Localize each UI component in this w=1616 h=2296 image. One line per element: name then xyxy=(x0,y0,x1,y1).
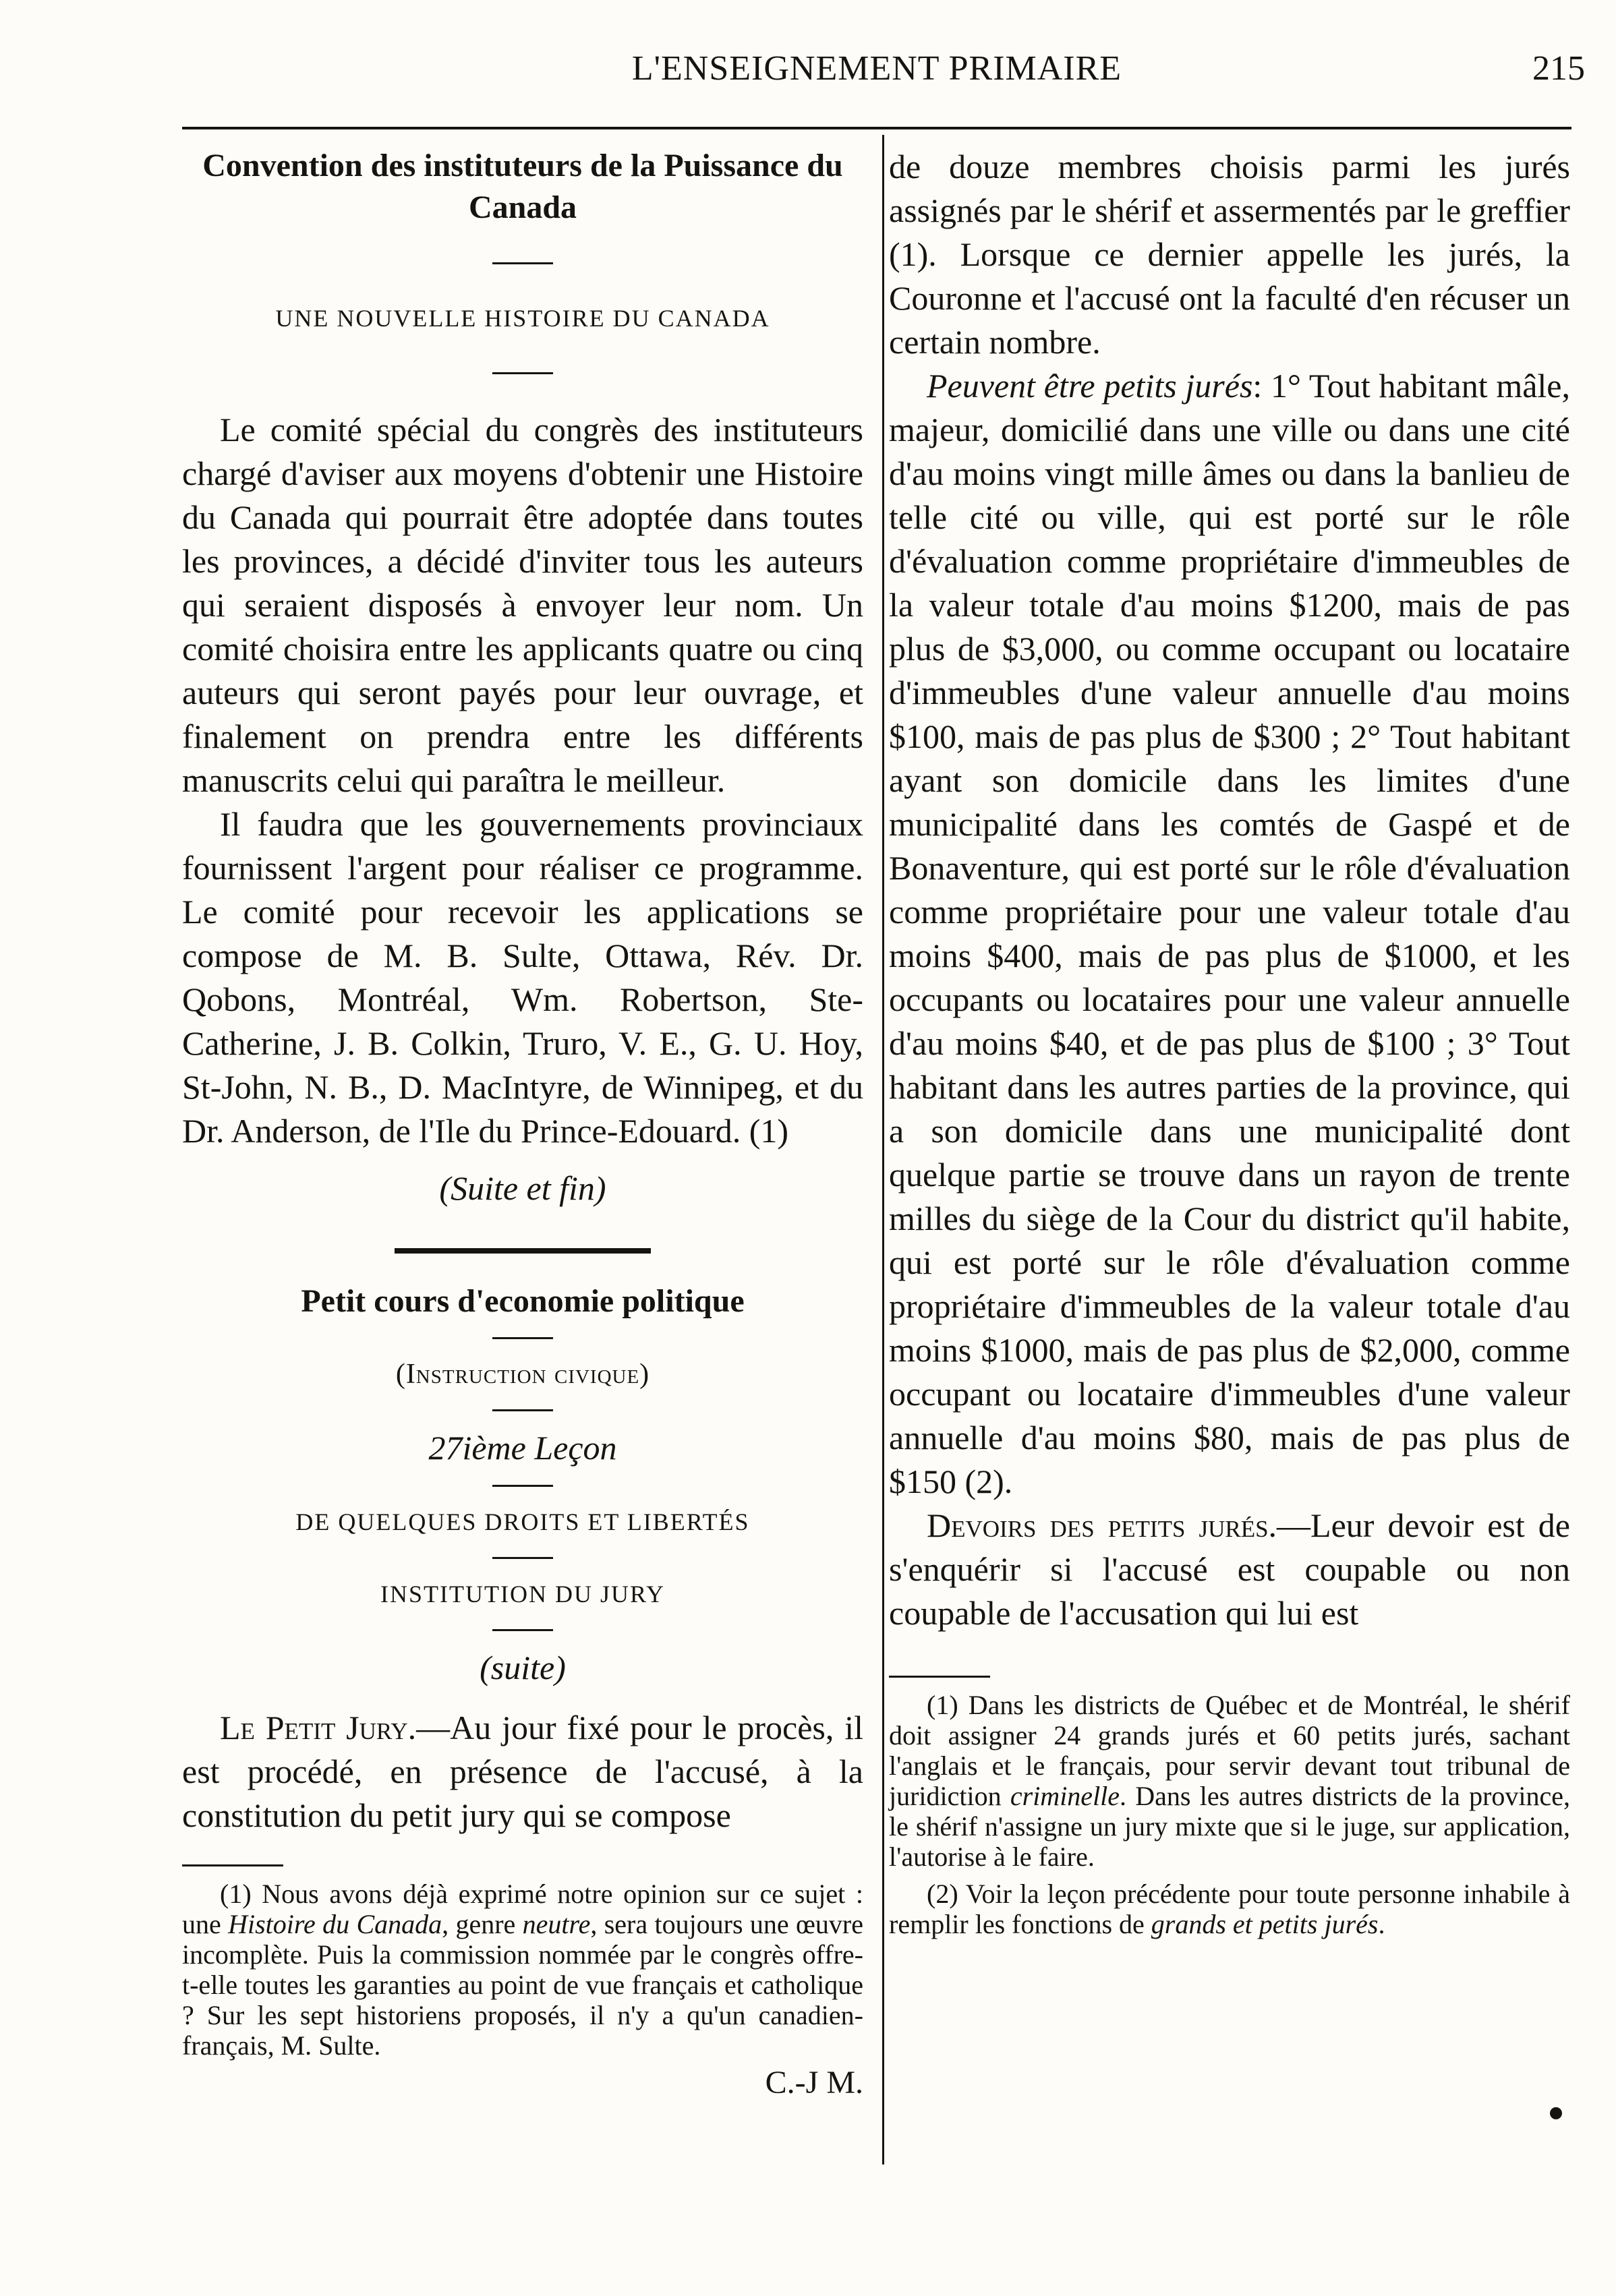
left-column xyxy=(182,145,863,2104)
convention-title: Convention des instituteurs de la Puissance du Canada xyxy=(202,148,843,225)
section-rule xyxy=(492,1629,553,1631)
ornamental-rule xyxy=(395,1248,651,1254)
footnote-text: . Dans les autres districts de la province, le shérif n'assigne un jury mixte que si le juge, sur application, l'autorise à le faire. xyxy=(889,1781,1571,1872)
subheading: UNE NOUVELLE HISTOIRE DU CANADA xyxy=(275,305,770,332)
footnote-italic: grands et petits jurés xyxy=(1151,1909,1379,1939)
paragraph xyxy=(889,1504,1570,1635)
footnote-text: , genre xyxy=(442,1909,523,1939)
paragraph: de douze membres choisis parmi les jurés assignés par le shérif et assermentés par le greffier (1). Lorsque ce dernier appelle les jurés, la Couronne et l'accusé ont la faculté d'en récuser un certain nombre. xyxy=(889,148,1570,361)
section-rule xyxy=(492,1557,553,1559)
section-rule xyxy=(492,1485,553,1487)
section-rule xyxy=(492,1337,553,1339)
footnote-text: . xyxy=(1378,1909,1385,1939)
paragraph xyxy=(889,364,1570,1504)
footnote-rule xyxy=(182,1864,283,1866)
column-divider xyxy=(882,135,884,2165)
paragraph xyxy=(182,1706,863,1837)
section-rule xyxy=(492,372,553,374)
peuvent-label: Peuvent être petits jurés xyxy=(927,367,1253,405)
footnote-italic: Histoire du Canada xyxy=(228,1909,442,1939)
devoirs-label: Devoirs des petits jurés. xyxy=(927,1506,1277,1544)
header-rule xyxy=(182,127,1571,129)
suite-label: (suite) xyxy=(480,1649,566,1686)
institution-heading: INSTITUTION DU JURY xyxy=(380,1581,665,1608)
peuvent-text: : 1° Tout habitant mâle, majeur, domicilié dans une ville ou dans une cité d'au moins vingt mille âmes ou dans la banlieu de telle cité ou ville, qui est porté sur le rôle d'évaluation comme propriétaire d'immeubles de la valeur totale d'au moins $1200, mais de pas plus de $3,000, ou comme occupant ou locataire d'immeubles d'une valeur annuelle d'au moins $100, mais de pas plus de $300 ; 2° Tout habitant ayant son domicile dans les limites d'une municipalité dans les comtés de Gaspé et de Bonaventure, qui est porté sur le rôle d'évaluation comme propriétaire pour une valeur totale d'au moins $400, mais de pas plus de $1000, et les occupants ou locataires pour une valeur annuelle d'au moins $40, et de pas plus de $100 ; 3° Tout habitant dans les autres parties de la province, qui a son domicile dans une municipalité dont quelque partie se trouve dans un rayon de trente milles du siège de la Cour du district qu'il habite, qui est porté sur le rôle d'évaluation comme propriétaire d'immeubles de la valeur totale d'au moins $1000, mais de pas plus de $2,000, comme occupant ou locataire d'immeubles d'une valeur annuelle d'au moins $80, mais de pas plus de $150 (2). xyxy=(889,367,1571,1500)
petit-jury-label: Le Petit Jury. xyxy=(220,1709,417,1746)
page-header xyxy=(169,49,1585,102)
footnote-text: (2) Voir la leçon précédente pour toute personne inhabile à remplir les fonctions de xyxy=(889,1879,1570,1939)
suite-et-fin: (Suite et fin) xyxy=(439,1169,606,1207)
footnote-text: (1) Dans les districts de Québec et de Montréal, le shérif doit assigner 24 grands jurés et 60 petits jurés, sachant l'anglais et le français, pour servir devant tout tribunal de juridiction xyxy=(889,1690,1570,1811)
right-column xyxy=(889,145,1570,1939)
footnote-text: , sera toujours une œuvre incomplète. Puis la commission nommée par le congrès offre-t-elle toutes les garanties au point de vue français et catholique ? Sur les sept historiens proposés, il n'y a qu'un canadien-français, M. Sulte. xyxy=(182,1909,863,2061)
footnote xyxy=(889,1690,1570,1872)
paragraph: Le comité spécial du congrès des instituteurs chargé d'aviser aux moyens d'obtenir une Histoire du Canada qui pourrait être adoptée dans toutes les provinces, a décidé d'inviter tous les auteurs qui seraient disposés à envoyer leur nom. Un comité choisira entre les applicants quatre ou cinq auteurs qui seront payés pour leur ouvrage, et finalement on prendra entre les différents manuscrits celui qui paraîtra le meilleur. xyxy=(182,411,863,799)
footnote-rule xyxy=(889,1676,990,1678)
petit-jury-text: —Au jour fixé pour le procès, il est procédé, en présence de l'accusé, à la constitution du petit jury qui se compose xyxy=(182,1709,863,1834)
footnote-italic: criminelle xyxy=(1010,1781,1120,1811)
instruction-civique: (Instruction civique) xyxy=(395,1359,650,1390)
lecon-title: 27ième Leçon xyxy=(428,1429,617,1467)
devoirs-text: —Leur devoir est de s'enquérir si l'accusé est coupable ou non coupable de l'accusation qui lui est xyxy=(889,1506,1571,1632)
footnote xyxy=(889,1879,1570,1939)
droits-heading: DE QUELQUES DROITS ET LIBERTÉS xyxy=(295,1508,750,1535)
footnote xyxy=(182,1879,863,2061)
section-rule xyxy=(492,1409,553,1411)
section-rule xyxy=(492,262,553,264)
footnote-italic: neutre xyxy=(522,1909,591,1939)
ink-dot xyxy=(1550,2107,1562,2119)
running-title: L'ENSEIGNEMENT PRIMAIRE xyxy=(631,49,1122,88)
page-number: 215 xyxy=(1532,49,1585,88)
economie-title: Petit cours d'economie politique xyxy=(301,1283,745,1319)
footnote-text: (1) Nous avons déjà exprimé notre opinion sur ce sujet : une xyxy=(182,1879,863,1939)
signature: C.-J M. xyxy=(765,2065,863,2100)
paragraph: Il faudra que les gouvernements provinciaux fournissent l'argent pour réaliser ce programme. Le comité pour recevoir les applications se compose de M. B. Sulte, Ottawa, Rév. Dr. Qobons, Montréal, Wm. Robertson, Ste-Catherine, J. B. Colkin, Truro, V. E., G. U. Hoy, St-John, N. B., D. MacIntyre, de Winnipeg, et du Dr. Anderson, de l'Ile du Prince-Edouard. (1) xyxy=(182,805,863,1150)
